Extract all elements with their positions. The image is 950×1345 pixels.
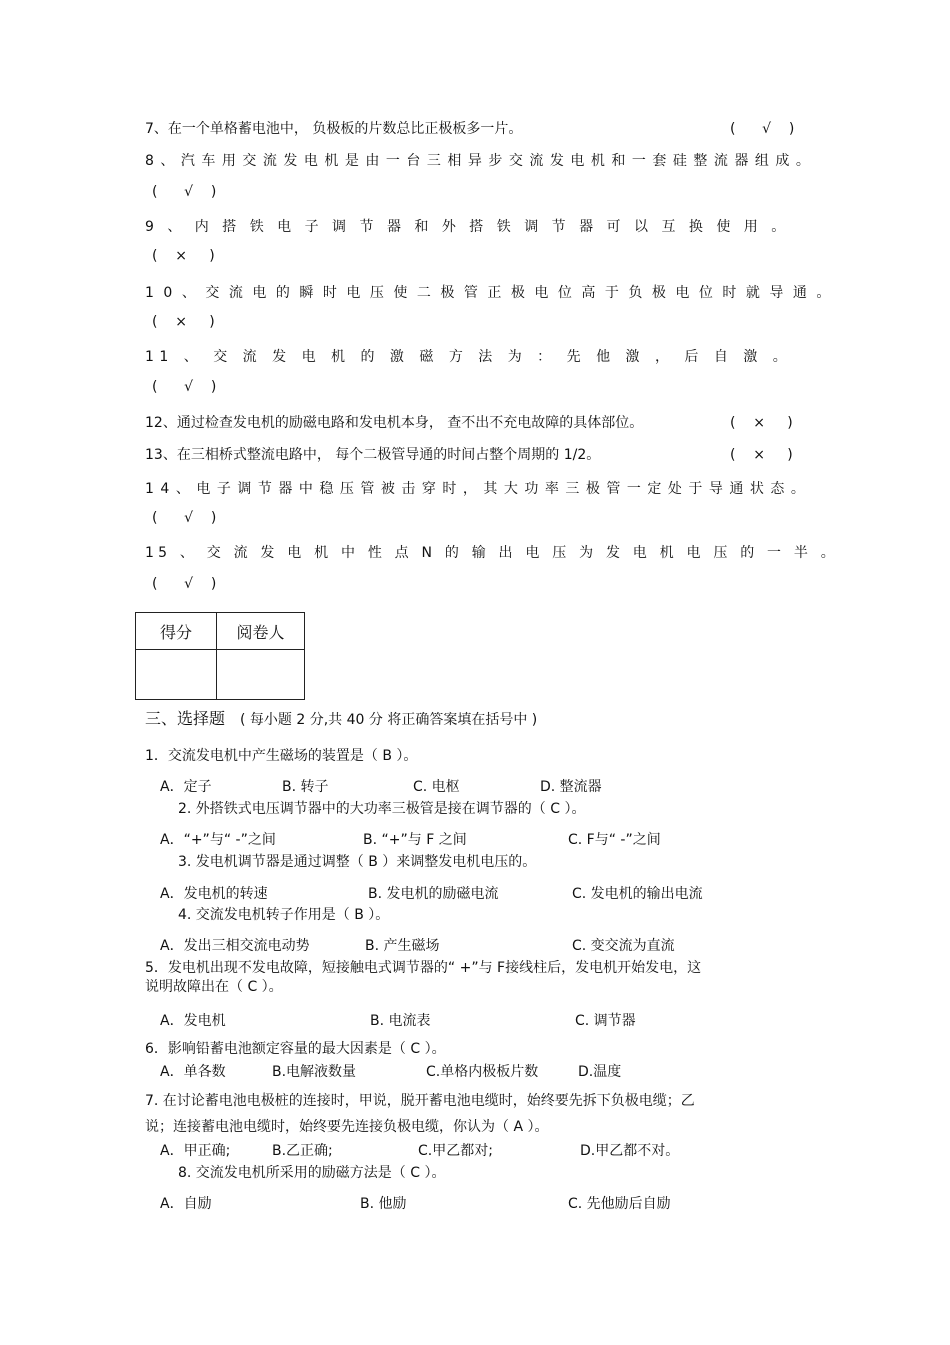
- choice-q5-option-b: B. 电流表: [370, 1013, 431, 1029]
- reviewer-cell: [217, 650, 305, 700]
- choice-q7-option-d: D.甲乙都不对。: [580, 1143, 680, 1159]
- judgment-q12-mark: ( × ): [730, 415, 793, 431]
- choice-q7-option-c: C.甲乙都对;: [418, 1143, 493, 1159]
- judgment-q11-text: 11 、 交 流 发 电 机 的 激 磁 方 法 为 ： 先 他 激 ， 后 自 激 。: [145, 349, 793, 365]
- choice-q4-stem: 4. 交流发电机转子作用是（ B ）。: [178, 907, 390, 923]
- choice-q6-option-c: C.单格内极板片数: [426, 1064, 539, 1080]
- choice-q5-stem-line2: 说明故障出在（ C ）。: [145, 979, 283, 995]
- choice-q7-option-a: A．甲正确;: [160, 1143, 231, 1159]
- choice-q6-option-d: D.温度: [578, 1064, 622, 1080]
- judgment-q8-text: 8、汽车用交流发电机是由一台三相异步交流发电机和一套硅整流器组成。: [145, 153, 817, 169]
- score-cell: [136, 650, 217, 700]
- judgment-q9-text: 9 、 内 搭 铁 电 子 调 节 器 和 外 搭 铁 调 节 器 可 以 互 换 使 用 。: [145, 219, 790, 235]
- choice-q8-stem: 8. 交流发电机所采用的励磁方法是（ C ）。: [178, 1165, 446, 1181]
- choice-q2-option-b: B. “+”与 F 之间: [363, 832, 467, 848]
- choice-q3-option-b: B. 发电机的励磁电流: [368, 886, 499, 902]
- judgment-q14-mark: ( √ ): [152, 510, 217, 526]
- judgment-q15-mark: ( √ ): [152, 576, 217, 592]
- choice-q4-option-a: A．发出三相交流电动势: [160, 938, 310, 954]
- choice-q3-option-a: A．发电机的转速: [160, 886, 268, 902]
- choice-q7-option-b: B.乙正确;: [272, 1143, 333, 1159]
- judgment-q13-mark: ( × ): [730, 447, 793, 463]
- choice-q6-option-a: A．单各数: [160, 1064, 226, 1080]
- judgment-q12-text: 12、通过检查发电机的励磁电路和发电机本身， 查不出不充电故障的具体部位。: [145, 415, 644, 431]
- judgment-q9-mark: ( × ): [152, 248, 215, 264]
- choice-q5-option-c: C. 调节器: [575, 1013, 636, 1029]
- score-table: [135, 612, 305, 700]
- choice-q2-option-c: C. F与“ -”之间: [568, 832, 661, 848]
- judgment-q10-text: 10、交流电的瞬时电压使二极管正极电位高于负极电位时就导通。: [145, 285, 840, 301]
- choice-q7-stem-line2: 说；连接蓄电池电缆时，始终要先连接负极电缆，你认为（ A ）。: [145, 1119, 549, 1135]
- choice-q6-option-b: B.电解液数量: [272, 1064, 357, 1080]
- judgment-q15-text: 15 、 交 流 发 电 机 中 性 点 N 的 输 出 电 压 为 发 电 机 电 压 的 一 半 。: [145, 545, 839, 561]
- choice-q8-option-b: B. 他励: [360, 1196, 407, 1212]
- choice-q1-option-d: D. 整流器: [540, 779, 602, 795]
- judgment-q14-text: 14、电子调节器中稳压管被击穿时，其大功率三极管一定处于导通状态。: [145, 481, 812, 497]
- judgment-q10-mark: ( × ): [152, 314, 215, 330]
- judgment-q8-mark: ( √ ): [152, 184, 217, 200]
- choice-q8-option-a: A．自励: [160, 1196, 212, 1212]
- choice-q1-option-c: C. 电枢: [413, 779, 460, 795]
- choice-q5-option-a: A．发电机: [160, 1013, 226, 1029]
- choice-q1-option-b: B. 转子: [282, 779, 329, 795]
- choice-q8-option-c: C. 先他励后自励: [568, 1196, 671, 1212]
- choice-q6-stem: 6．影响铅蓄电池额定容量的最大因素是（ C ）。: [145, 1041, 446, 1057]
- section3-title: 三、选择题: [145, 709, 226, 728]
- judgment-q7-text: 7、在一个单格蓄电池中， 负极板的片数总比正极板多一片。: [145, 121, 523, 137]
- choice-q4-option-b: B. 产生磁场: [365, 938, 440, 954]
- judgment-q7-mark: ( √ ): [730, 121, 795, 137]
- section3-note: ( 每小题 2 分,共 40 分 将正确答案填在括号中 ): [240, 712, 538, 728]
- score-label: 得分: [136, 613, 217, 650]
- choice-q2-option-a: A．“+”与“ -”之间: [160, 832, 276, 848]
- reviewer-label: 阅卷人: [217, 613, 305, 650]
- choice-q2-stem: 2. 外搭铁式电压调节器中的大功率三极管是接在调节器的（ C ）。: [178, 801, 586, 817]
- choice-q3-stem: 3. 发电机调节器是通过调整（ B ）来调整发电机电压的。: [178, 854, 537, 870]
- choice-q1-stem: 1．交流发电机中产生磁场的装置是（ B ）。: [145, 748, 418, 764]
- choice-q7-stem-line1: 7. 在讨论蓄电池电极桩的连接时，甲说，脱开蓄电池电缆时，始终要先拆下负极电缆；乙: [145, 1093, 695, 1109]
- choice-q5-stem-line1: 5．发电机出现不发电故障，短接触电式调节器的“ +”与 F接线柱后，发电机开始发电，这: [145, 960, 702, 976]
- choice-q3-option-c: C. 发电机的输出电流: [572, 886, 703, 902]
- choice-q1-option-a: A．定子: [160, 779, 212, 795]
- judgment-q11-mark: ( √ ): [152, 379, 217, 395]
- choice-q4-option-c: C. 变交流为直流: [572, 938, 675, 954]
- judgment-q13-text: 13、在三相桥式整流电路中， 每个二极管导通的时间占整个周期的 1/2。: [145, 447, 601, 463]
